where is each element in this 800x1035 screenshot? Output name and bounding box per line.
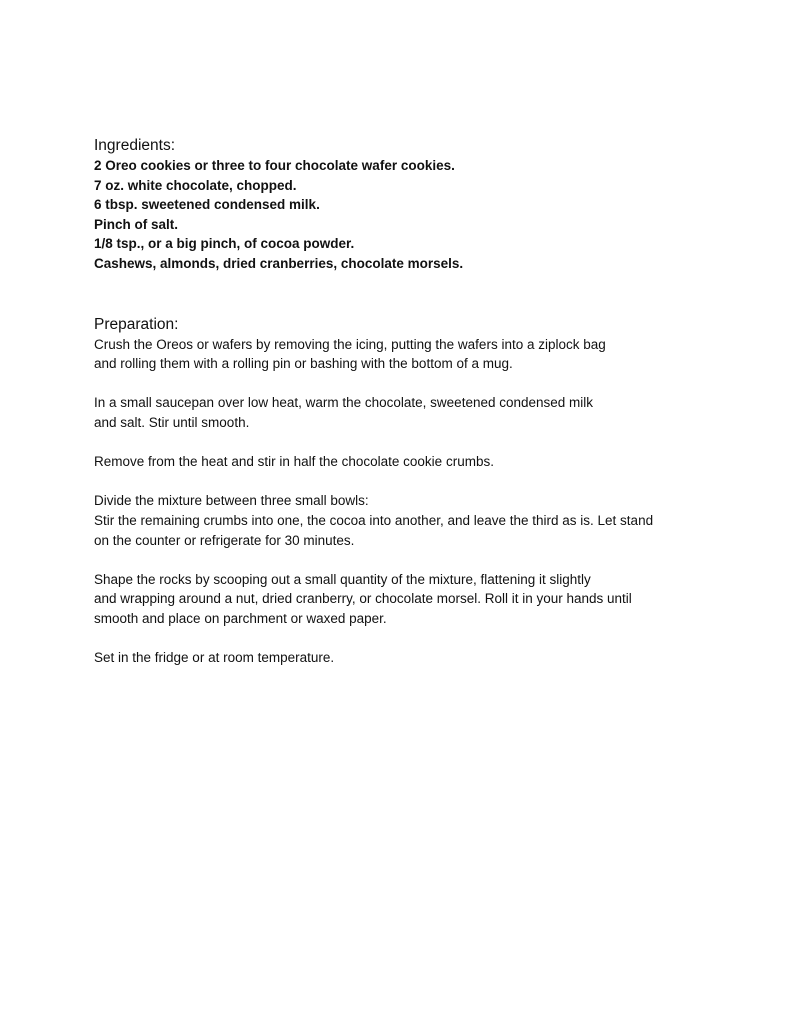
preparation-line: Set in the fridge or at room temperature. <box>94 650 335 666</box>
preparation-line: Remove from the heat and stir in half the chocolate cookie crumbs. <box>94 454 494 470</box>
preparation-step <box>94 570 734 629</box>
ingredient-item: 6 tbsp. sweetened condensed milk. <box>94 197 320 213</box>
ingredients-section <box>94 136 734 274</box>
ingredient-list <box>94 156 734 274</box>
preparation-step <box>94 335 734 374</box>
preparation-line: Crush the Oreos or wafers by removing the icing, putting the wafers into a ziplock bag <box>94 336 606 352</box>
ingredients-heading: Ingredients: <box>94 137 175 154</box>
preparation-line: and salt. Stir until smooth. <box>94 414 250 430</box>
preparation-step <box>94 491 734 550</box>
preparation-line: Divide the mixture between three small bowls: <box>94 493 369 509</box>
ingredient-item: 7 oz. white chocolate, chopped. <box>94 177 297 193</box>
preparation-line: Shape the rocks by scooping out a small quantity of the mixture, flattening it slightly <box>94 571 591 587</box>
preparation-step <box>94 393 734 432</box>
ingredient-item: Cashews, almonds, dried cranberries, chocolate morsels. <box>94 255 464 271</box>
preparation-section <box>94 315 734 668</box>
preparation-line: In a small saucepan over low heat, warm the chocolate, sweetened condensed milk <box>94 395 594 411</box>
preparation-line: on the counter or refrigerate for 30 minutes. <box>94 532 355 548</box>
ingredient-item: Pinch of salt. <box>94 216 179 232</box>
preparation-line: Stir the remaining crumbs into one, the cocoa into another, and leave the third as is. Let stand <box>94 512 654 528</box>
preparation-line: smooth and place on parchment or waxed paper. <box>94 610 387 626</box>
preparation-line: and rolling them with a rolling pin or bashing with the bottom of a mug. <box>94 356 513 372</box>
preparation-step <box>94 452 734 472</box>
ingredient-item: 1/8 tsp., or a big pinch, of cocoa powder. <box>94 236 355 252</box>
preparation-line: and wrapping around a nut, dried cranberry, or chocolate morsel. Roll it in your hands until <box>94 591 632 607</box>
recipe-document <box>94 136 734 687</box>
ingredient-item: 2 Oreo cookies or three to four chocolate wafer cookies. <box>94 158 455 173</box>
preparation-step <box>94 648 734 668</box>
preparation-heading: Preparation: <box>94 315 179 333</box>
